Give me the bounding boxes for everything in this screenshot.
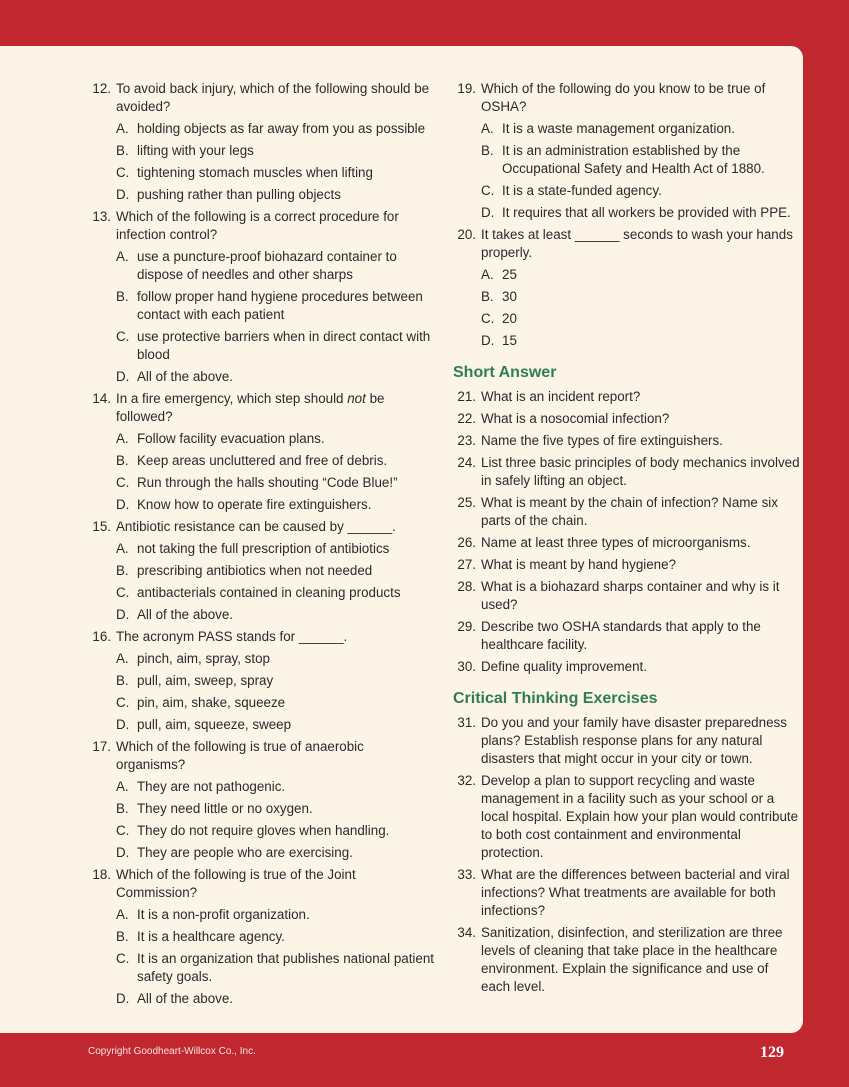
option: B. pull, aim, sweep, spray <box>116 673 274 688</box>
critical-thinking-item: 34. Sanitization, disinfection, and sterilization are three levels of cleaning that take place in the healthcare environment. Explain the significance and use of each level. <box>457 925 783 994</box>
question-18: 18. Which of the following is true of the Joint Commission? A. It is a non-profit organization. B. It is a healthcare agency. C. It is an organization that publishes national patient safety goals. D. All of the above. <box>92 867 435 1006</box>
option: D. 15 <box>481 333 517 348</box>
option: B. prescribing antibiotics when not needed <box>116 563 373 578</box>
question-15: 15. Antibiotic resistance can be caused by ______. A. not taking the full prescription of antibiotics B. prescribing antibiotics when not needed C. antibacterials contained in cleaning products D. All of the above. <box>86 518 436 624</box>
critical-thinking-item: 32. Develop a plan to support recycling and waste management in a facility such as your school or a local hospital. Explain how your plan would contribute to both cost containment and environmental protection. <box>457 773 799 860</box>
question-19: 19. Which of the following do you know to be true of OSHA? A. It is a waste management organization. B. It is an administration established by the Occupational Safety and Health Act of 1880. C. It is a state-funded agency. D. It requires that all workers be provided with PPE. <box>451 80 801 222</box>
page-number: 129 <box>760 1044 784 1061</box>
option: B. follow proper hand hygiene procedures between contact with each patient <box>116 289 423 322</box>
short-answer-item: 26. Name at least three types of microorganisms. <box>457 535 751 550</box>
short-answer-item: 25. What is meant by the chain of infection? Name six parts of the chain. <box>457 495 778 528</box>
option: A. 25 <box>481 267 517 282</box>
option: A. They are not pathogenic. <box>116 779 286 794</box>
option: A. holding objects as far away from you as possible <box>116 121 426 136</box>
short-answer-heading: Short Answer <box>453 364 557 381</box>
option: D. pull, aim, squeeze, sweep <box>116 717 292 732</box>
left-column <box>86 80 436 1012</box>
option: B. 30 <box>481 289 517 304</box>
short-answer-item: 30. Define quality improvement. <box>457 659 647 674</box>
right-column <box>451 80 801 1000</box>
option: A. use a puncture-proof biohazard container to dispose of needles and other sharps <box>116 249 397 282</box>
option: B. Keep areas uncluttered and free of debris. <box>116 453 388 468</box>
option: A. It is a waste management organization. <box>481 121 735 136</box>
question-17: 17. Which of the following is true of anaerobic organisms? A. They are not pathogenic. B. They need little or no oxygen. C. They do not require gloves when handling. D. They are people who are exercising. <box>86 738 436 862</box>
question-13: 13. Which of the following is a correct procedure for infection control? A. use a puncture-proof biohazard container to dispose of needles and other sharps B. follow proper hand hygiene procedures between contact with each patient C. use protective barriers when in direct contact with blood D. All of the above. <box>86 208 436 386</box>
option: C. It is a state-funded agency. <box>481 183 662 198</box>
option: B. It is an administration established by the Occupational Safety and Health Act of 1880. <box>481 143 765 176</box>
option: C. tightening stomach muscles when lifting <box>116 165 373 180</box>
option: D. They are people who are exercising. <box>116 845 353 860</box>
question-14: 14. In a fire emergency, which step should not be followed? A. Follow facility evacuation plans. B. Keep areas uncluttered and free of debris. C. Run through the halls shouting “Code Blue!” D. Know how to operate fire extinguishers. <box>86 390 436 514</box>
option: D. pushing rather than pulling objects <box>116 187 341 202</box>
option: D. All of the above. <box>116 991 234 1006</box>
option: C. They do not require gloves when handling. <box>116 823 390 838</box>
option: C. pin, aim, shake, squeeze <box>116 695 286 710</box>
option: A. pinch, aim, spray, stop <box>116 651 270 666</box>
question-16: 16. The acronym PASS stands for ______. A. pinch, aim, spray, stop B. pull, aim, sweep, spray C. pin, aim, shake, squeeze D. pull, aim, squeeze, sweep <box>86 628 436 734</box>
option: A. not taking the full prescription of antibiotics <box>116 541 390 556</box>
option: D. All of the above. <box>116 369 234 384</box>
option: A. It is a non-profit organization. <box>116 907 310 922</box>
option: C. antibacterials contained in cleaning products <box>116 585 401 600</box>
critical-thinking-item: 31. Do you and your family have disaster preparedness plans? Establish response plans for any natural disasters that might occur in your city or town. <box>457 715 787 766</box>
copyright-notice: Copyright Goodheart-Willcox Co., Inc. <box>88 1046 256 1057</box>
option: C. 20 <box>481 311 517 326</box>
option: C. Run through the halls shouting “Code Blue!” <box>116 475 398 490</box>
option: D. Know how to operate fire extinguishers. <box>116 497 372 512</box>
option: C. use protective barriers when in direct contact with blood <box>116 329 431 362</box>
option: B. It is a healthcare agency. <box>116 929 285 944</box>
question-12: 12. To avoid back injury, which of the following should be avoided? A. holding objects as far away from you as possible B. lifting with your legs C. tightening stomach muscles when lifting D. pushing rather than pulling objects <box>86 80 436 204</box>
option: B. They need little or no oxygen. <box>116 801 313 816</box>
short-answer-item: 24. List three basic principles of body mechanics involved in safely lifting an object. <box>457 455 800 488</box>
option: D. All of the above. <box>116 607 234 622</box>
short-answer-item: 22. What is a nosocomial infection? <box>457 411 670 426</box>
critical-thinking-item: 33. What are the differences between bacterial and viral infections? What treatments are available for both infections? <box>457 867 790 918</box>
short-answer-item: 29. Describe two OSHA standards that apply to the healthcare facility. <box>457 619 761 652</box>
option: B. lifting with your legs <box>116 143 254 158</box>
option: C. It is an organization that publishes national patient safety goals. <box>116 951 435 984</box>
short-answer-item: 28. What is a biohazard sharps container and why is it used? <box>457 579 780 612</box>
short-answer-item: 27. What is meant by hand hygiene? <box>457 557 677 572</box>
option: D. It requires that all workers be provided with PPE. <box>481 205 791 220</box>
question-20: 20. It takes at least ______ seconds to wash your hands properly. A. 25 B. 30 C. 20 D. 15 <box>451 226 801 350</box>
critical-thinking-heading: Critical Thinking Exercises <box>453 690 658 707</box>
option: A. Follow facility evacuation plans. <box>116 431 325 446</box>
short-answer-item: 21. What is an incident report? <box>457 389 641 404</box>
short-answer-item: 23. Name the five types of fire extinguishers. <box>457 433 723 448</box>
